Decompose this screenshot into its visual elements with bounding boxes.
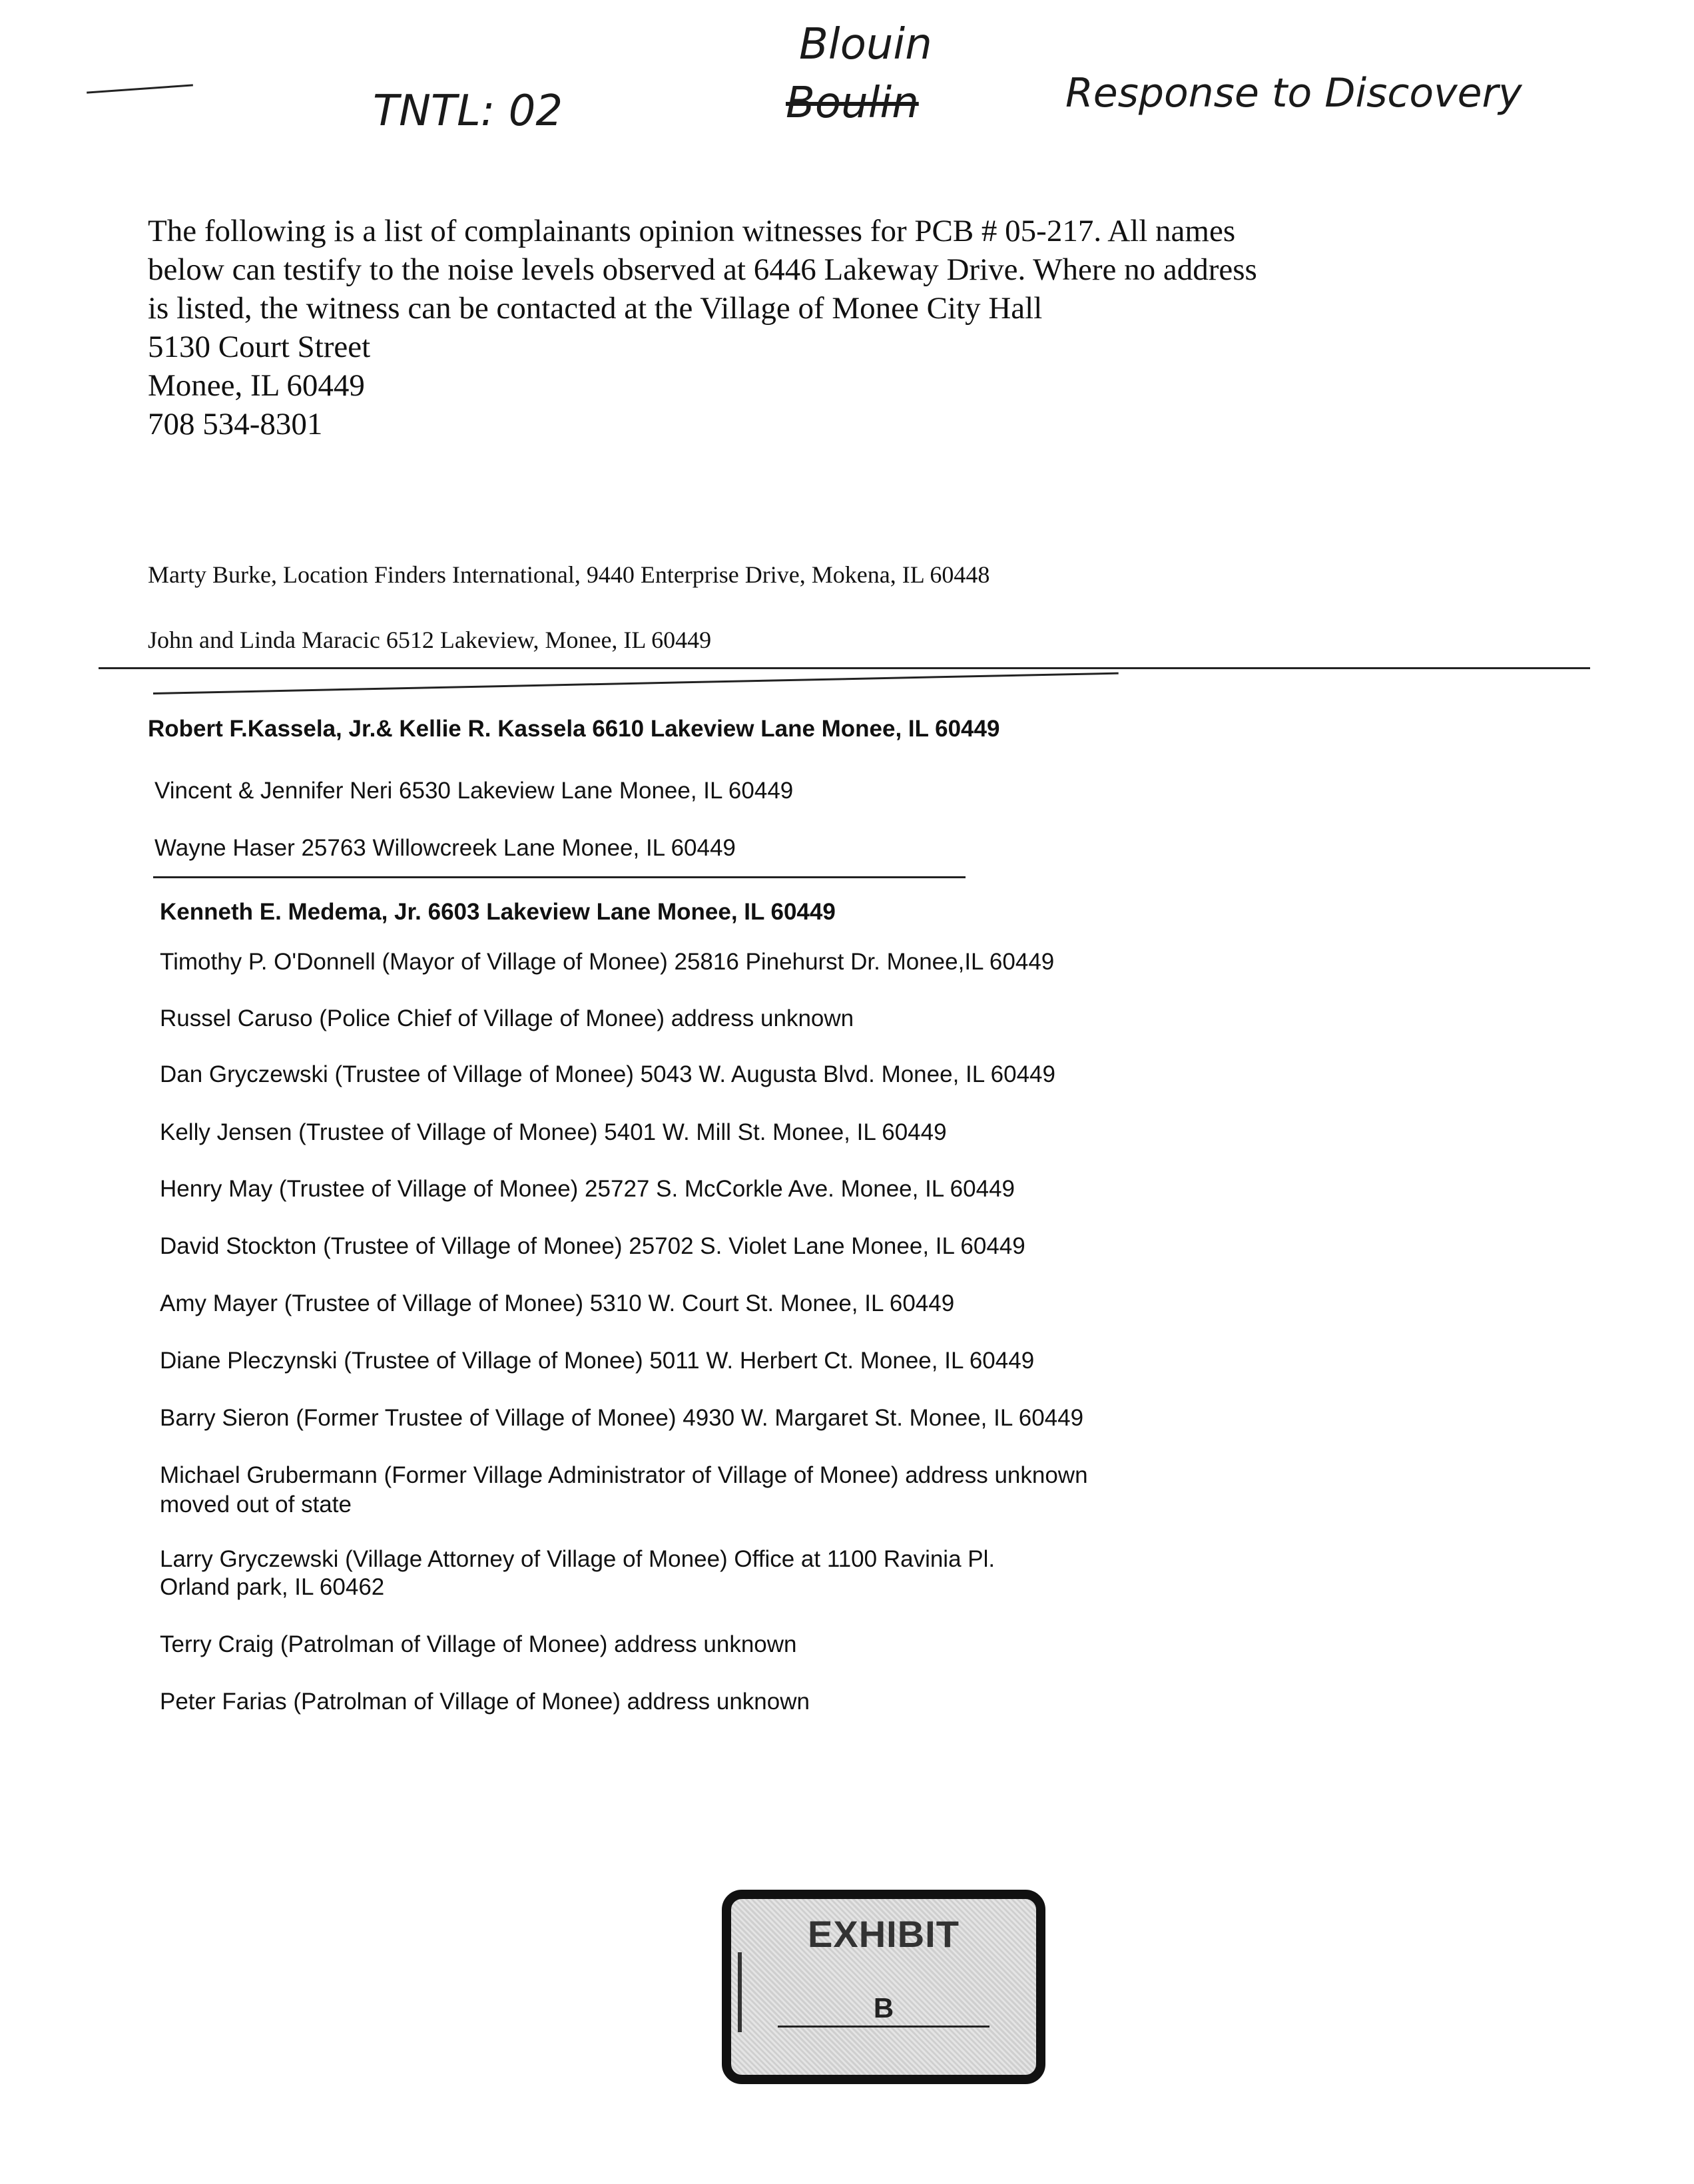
exhibit-underline bbox=[778, 2026, 989, 2028]
witness-line: Timothy P. O'Donnell (Mayor of Village of Monee) 25816 Pinehurst Dr. Monee,IL 60449 bbox=[160, 949, 1055, 975]
witness-line: moved out of state bbox=[160, 1492, 352, 1517]
witness-line: David Stockton (Trustee of Village of Monee) 25702 S. Violet Lane Monee, IL 60449 bbox=[160, 1233, 1025, 1259]
witness-line: Kelly Jensen (Trustee of Village of Monee) 5401 W. Mill St. Monee, IL 60449 bbox=[160, 1119, 947, 1145]
witness-line: John and Linda Maracic 6512 Lakeview, Monee, IL 60449 bbox=[148, 627, 712, 653]
witness-line: Larry Gryczewski (Village Attorney of Village of Monee) Office at 1100 Ravinia Pl. bbox=[160, 1546, 995, 1572]
witness-line: Wayne Haser 25763 Willowcreek Lane Monee, IL 60449 bbox=[154, 835, 736, 861]
city-hall-phone: 708 534-8301 bbox=[148, 407, 323, 441]
divider-line bbox=[153, 673, 1119, 694]
handwritten-heading: Response to Discovery bbox=[1065, 70, 1522, 117]
city-hall-address bbox=[148, 328, 370, 443]
witness-line: Orland park, IL 60462 bbox=[160, 1574, 385, 1600]
divider-line bbox=[153, 876, 966, 878]
witness-line: Michael Grubermann (Former Village Administrator of Village of Monee) address unknown bbox=[160, 1462, 1088, 1488]
witness-line: Robert F.Kassela, Jr.& Kellie R. Kassela 6610 Lakeview Lane Monee, IL 60449 bbox=[148, 716, 1000, 742]
divider-line bbox=[99, 667, 1590, 669]
exhibit-letter: B bbox=[873, 1992, 894, 2024]
city-hall-city: Monee, IL 60449 bbox=[148, 368, 365, 403]
pen-mark bbox=[87, 84, 193, 93]
witness-line: Terry Craig (Patrolman of Village of Monee) address unknown bbox=[160, 1631, 797, 1657]
witness-line: Russel Caruso (Police Chief of Village of Monee) address unknown bbox=[160, 1005, 854, 1031]
handwritten-top-left: TNTL: 02 bbox=[373, 87, 563, 136]
city-hall-street: 5130 Court Street bbox=[148, 330, 371, 364]
handwritten-name-struck: Boulin bbox=[786, 79, 919, 128]
witness-line: Amy Mayer (Trustee of Village of Monee) 5310 W. Court St. Monee, IL 60449 bbox=[160, 1290, 955, 1316]
witness-line: Barry Sieron (Former Trustee of Village of Monee) 4930 W. Margaret St. Monee, IL 60449 bbox=[160, 1405, 1084, 1431]
witness-line: Peter Farias (Patrolman of Village of Monee) address unknown bbox=[160, 1689, 810, 1715]
exhibit-stamp bbox=[722, 1890, 1045, 2084]
handwritten-name: Blouin bbox=[799, 20, 932, 69]
witness-line: Diane Pleczynski (Trustee of Village of Monee) 5011 W. Herbert Ct. Monee, IL 60449 bbox=[160, 1348, 1035, 1374]
exhibit-title: EXHIBIT bbox=[808, 1913, 960, 1955]
witness-line: Marty Burke, Location Finders International, 9440 Enterprise Drive, Mokena, IL 60448 bbox=[148, 561, 990, 588]
intro-paragraph: The following is a list of complainants opinion witnesses for PCB # 05-217. All names below can testify to the noise levels observed at 6446 Lakeway Drive. Where no address is listed, the witness can be contacted at the Village of Monee City Hall bbox=[148, 214, 1257, 326]
witness-line: Dan Gryczewski (Trustee of Village of Monee) 5043 W. Augusta Blvd. Monee, IL 60449 bbox=[160, 1061, 1055, 1087]
witness-line: Kenneth E. Medema, Jr. 6603 Lakeview Lane Monee, IL 60449 bbox=[160, 899, 836, 925]
witness-line: Henry May (Trustee of Village of Monee) 25727 S. McCorkle Ave. Monee, IL 60449 bbox=[160, 1176, 1015, 1202]
witness-line: Vincent & Jennifer Neri 6530 Lakeview Lane Monee, IL 60449 bbox=[154, 778, 794, 804]
